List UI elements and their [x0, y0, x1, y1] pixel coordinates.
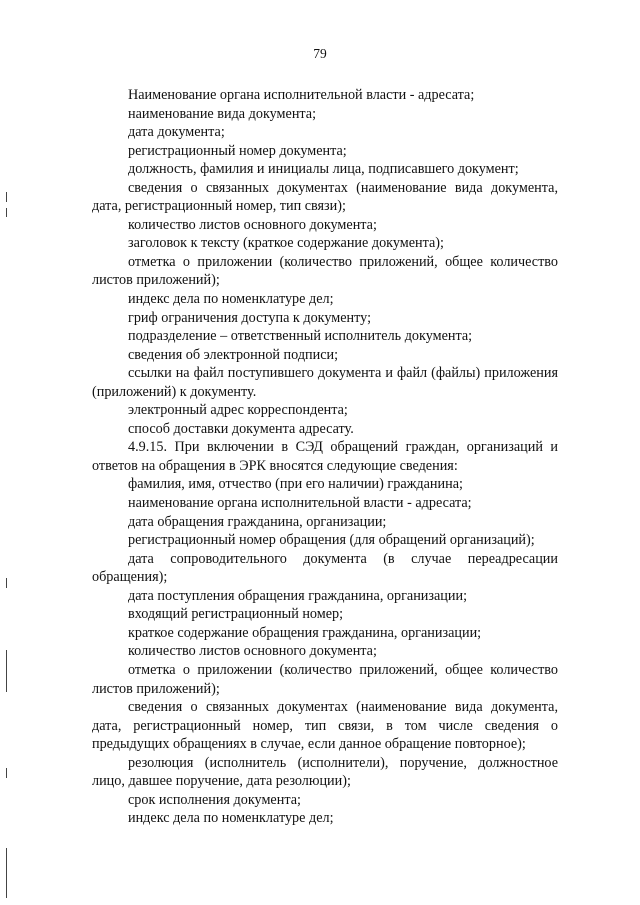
paragraph: сведения о связанных документах (наименование вида документа, дата, регистрационный номер, тип связи); [92, 179, 558, 215]
paragraph: подразделение – ответственный исполнитель документа; [128, 328, 473, 345]
paragraph: способ доставки документа адресату. [128, 420, 354, 437]
paragraph: дата сопроводительного документа (в случае переадресации обращения); [92, 550, 558, 586]
paragraph: гриф ограничения доступа к документу; [128, 309, 372, 326]
paragraph: количество листов основного документа; [128, 643, 377, 660]
paragraph: отметка о приложении (количество приложений, общее количество листов приложений); [92, 661, 558, 697]
paragraph: наименование вида документа; [128, 105, 317, 122]
document-body [92, 86, 558, 828]
paragraph: срок исполнения документа; [128, 791, 301, 808]
paragraph: сведения о связанных документах (наименование вида документа, дата, регистрационный номер, тип связи, в том числе сведения о предыдущих обращениях в случае, если данное обращение повторное); [92, 699, 558, 753]
paragraph: количество листов основного документа; [128, 216, 377, 233]
paragraph: наименование органа исполнительной власти - адресата; [128, 495, 472, 512]
scan-edge-mark [6, 192, 7, 202]
scan-edge-mark [6, 208, 7, 217]
paragraph: заголовок к тексту (краткое содержание документа); [128, 235, 444, 252]
scan-edge-mark [6, 650, 7, 692]
paragraph: 4.9.15. При включении в СЭД обращений граждан, организаций и ответов на обращения в ЭРК вносятся следующие сведения: [92, 439, 558, 474]
paragraph: дата поступления обращения гражданина, организации; [128, 587, 468, 604]
scan-edge-mark [6, 578, 7, 588]
paragraph: регистрационный номер документа; [128, 142, 347, 159]
scan-edge-mark [6, 848, 7, 898]
paragraph: фамилия, имя, отчество (при его наличии) гражданина; [128, 476, 463, 493]
paragraph: регистрационный номер обращения (для обращений организаций); [128, 532, 535, 549]
paragraph: индекс дела по номенклатуре дел; [128, 291, 334, 308]
paragraph: краткое содержание обращения гражданина, организации; [128, 624, 482, 641]
paragraph: Наименование органа исполнительной власти - адресата; [128, 87, 475, 103]
paragraph: дата документа; [128, 124, 225, 141]
page-number: 79 [313, 46, 327, 61]
scan-edge-mark [6, 768, 7, 778]
paragraph: ссылки на файл поступившего документа и файл (файлы) приложения (приложений) к документу. [92, 365, 558, 400]
paragraph: входящий регистрационный номер; [128, 606, 344, 623]
paragraph: отметка о приложении (количество приложений, общее количество листов приложений); [92, 253, 558, 289]
paragraph: дата обращения гражданина, организации; [128, 513, 387, 530]
paragraph: должность, фамилия и инициалы лица, подписавшего документ; [128, 161, 519, 178]
paragraph: электронный адрес корреспондента; [128, 402, 348, 419]
paragraph: резолюция (исполнитель (исполнители), поручение, должностное лицо, давшее поручение, дата резолюции); [92, 754, 558, 790]
paragraph: сведения об электронной подписи; [128, 346, 339, 363]
paragraph: индекс дела по номенклатуре дел; [128, 810, 334, 827]
